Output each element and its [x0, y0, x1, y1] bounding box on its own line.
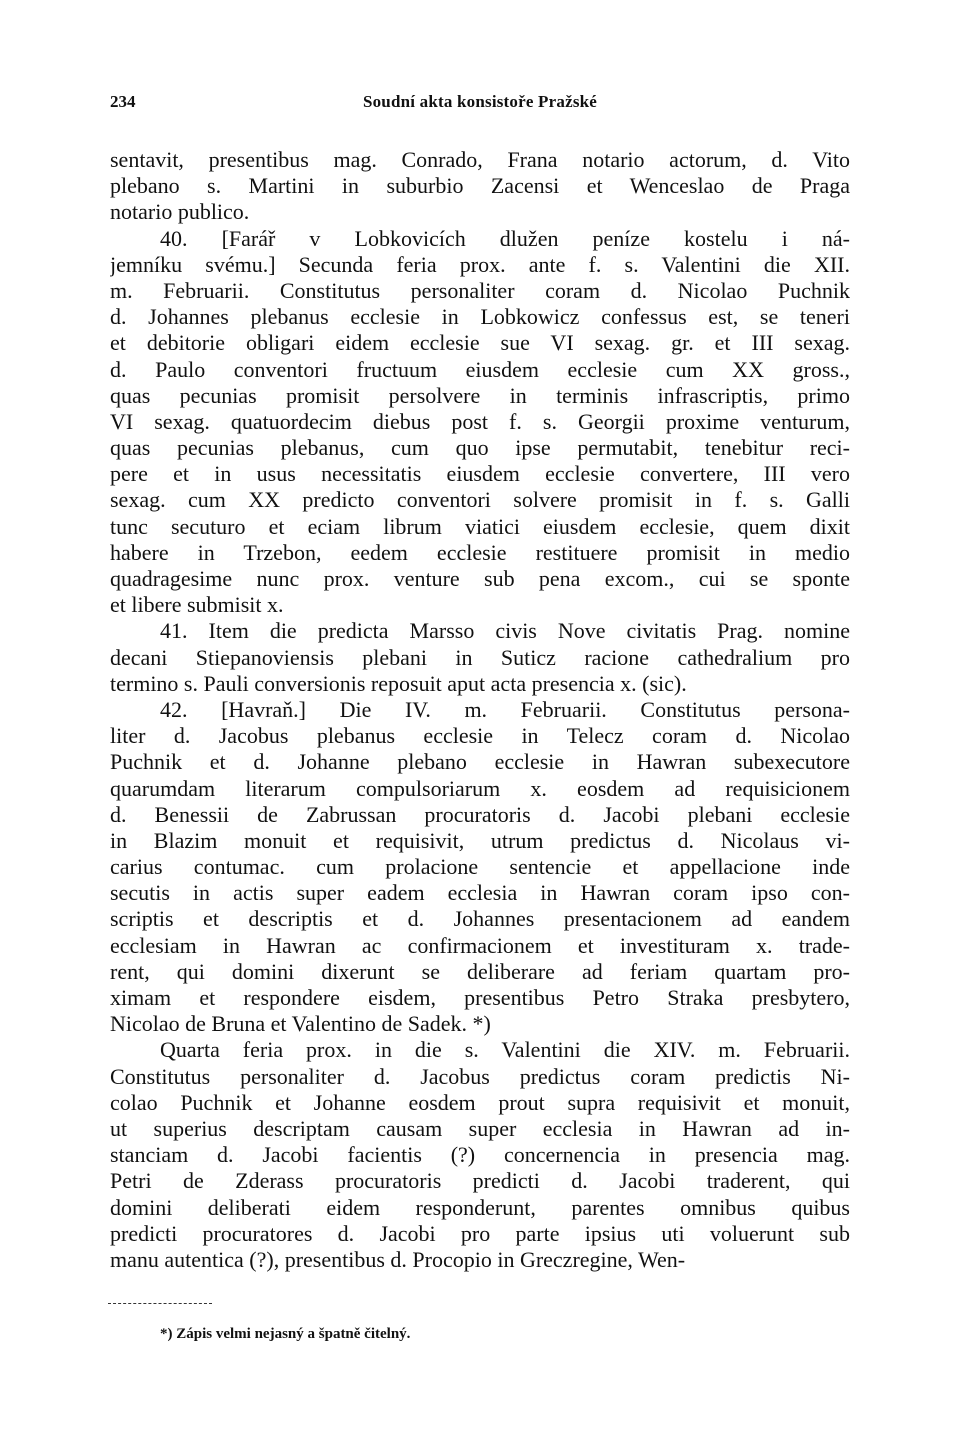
text-line: rent, qui domini dixerunt se deliberare ad feriam quartam pro- — [110, 958, 850, 984]
text-line: secutis in actis super eadem ecclesia in Hawran coram ipso con- — [110, 880, 850, 906]
text-line: scriptis et descriptis et d. Johannes presentacionem ad eandem — [110, 906, 850, 932]
text-line: ecclesiam in Hawran ac confirmacionem et investituram x. trade- — [110, 932, 850, 958]
text-line: tunc secuturo et eciam librum viatici eiusdem ecclesie, quem dixit — [110, 513, 850, 539]
text-line: notario publico. — [110, 199, 250, 225]
text-line: plebano s. Martini in suburbio Zacensi et Wenceslao de Praga — [110, 173, 850, 199]
text-line: pere et in usus necessitatis eiusdem ecclesie convertere, III vero — [110, 461, 850, 487]
text-line: d. Benessii de Zabrussan procuratoris d. Jacobi plebani ecclesie — [110, 801, 850, 827]
text-line: domini deliberati eidem responderunt, parentes omnibus quibus — [110, 1194, 850, 1220]
text-line: Quarta feria prox. in die s. Valentini die XIV. m. Februarii. — [160, 1037, 850, 1063]
text-line: habere in Trzebon, eedem ecclesie restituere promisit in medio — [110, 539, 850, 565]
footnote-divider — [108, 1303, 212, 1304]
page-number: 234 — [110, 92, 136, 111]
text-line: quadragesime nunc prox. venture sub pena excom., cui se sponte — [110, 566, 850, 591]
text-line: liter d. Jacobus plebanus ecclesie in Telecz coram d. Nicolao — [110, 723, 850, 749]
text-line: ut superius descriptam causam super ecclesia in Hawran ad in- — [110, 1115, 850, 1141]
text-line: in Blazim monuit et requisivit, utrum predictus d. Nicolaus vi- — [110, 827, 850, 853]
text-line: 40. [Farář v Lobkovicích dlužen peníze kostelu i ná- — [160, 225, 850, 251]
text-line: ximam et respondere eisdem, presentibus Petro Straka presbytero, — [110, 985, 850, 1010]
page-header — [110, 92, 850, 118]
text-line: Puchnik et d. Johanne plebano ecclesie in Hawran subexecutore — [110, 749, 850, 775]
text-line: jemníku svému.] Secunda feria prox. ante f. s. Valentini die XII. — [110, 251, 850, 277]
text-line: colao Puchnik et Johanne eosdem prout supra requisivit et monuit, — [110, 1089, 850, 1115]
body-text — [110, 147, 850, 1273]
text-line: carius contumac. cum prolacione sentencie et appellacione inde — [110, 854, 850, 880]
text-line: d. Johannes plebanus ecclesie in Lobkowicz confessus est, se teneri — [110, 304, 850, 330]
text-line: Constitutus personaliter d. Jacobus predictus coram predictis Ni- — [110, 1063, 850, 1089]
text-line: sentavit, presentibus mag. Conrado, Frana notario actorum, d. Vito — [110, 147, 850, 172]
text-line: VI sexag. quatuordecim diebus post f. s. Georgii proxime venturum, — [110, 408, 850, 434]
running-head: Soudní akta konsistoře Pražské — [362, 92, 598, 111]
text-line: manu autentica (?), presentibus d. Procopio in Greczregine, Wen- — [110, 1246, 686, 1272]
text-line: m. Februarii. Constitutus personaliter coram d. Nicolao Puchnik — [110, 277, 850, 303]
text-line: 42. [Havraň.] Die IV. m. Februarii. Constitutus persona- — [160, 696, 850, 722]
text-line: quarumdam literarum compulsoriarum x. eosdem ad requisicionem — [110, 775, 850, 801]
text-line: quas pecunias promisit persolvere in terminis infrascriptis, primo — [110, 382, 850, 408]
text-line: Petri de Zderass procuratoris predicti d. Jacobi traderent, qui — [110, 1168, 850, 1194]
text-line: stanciam d. Jacobi facientis (?) concernencia in presencia mag. — [110, 1142, 850, 1168]
footnote: *) Zápis velmi nejasný a špatně čitelný. — [160, 1326, 411, 1342]
text-line: quas pecunias plebanus, cum quo ipse permutabit, tenebitur reci- — [110, 435, 850, 461]
text-line: 41. Item die predicta Marsso civis Nove civitatis Prag. nomine — [160, 618, 850, 644]
text-line: sexag. cum XX predicto conventori solvere promisit in f. s. Galli — [110, 487, 850, 513]
text-line: d. Paulo conventori fructuum eiusdem ecclesie cum XX gross., — [110, 356, 850, 382]
text-line: et debitorie obligari eidem ecclesie sue VI sexag. gr. et III sexag. — [110, 330, 850, 356]
text-line: et libere submisit x. — [110, 592, 284, 618]
text-line: decani Stiepanoviensis plebani in Suticz racione cathedralium pro — [110, 644, 850, 670]
text-line: predicti procuratores d. Jacobi pro parte ipsius uti voluerunt sub — [110, 1220, 850, 1246]
text-line: Nicolao de Bruna et Valentino de Sadek. *) — [110, 1011, 491, 1037]
text-line: termino s. Pauli conversionis reposuit aput acta presencia x. (sic). — [110, 670, 687, 696]
